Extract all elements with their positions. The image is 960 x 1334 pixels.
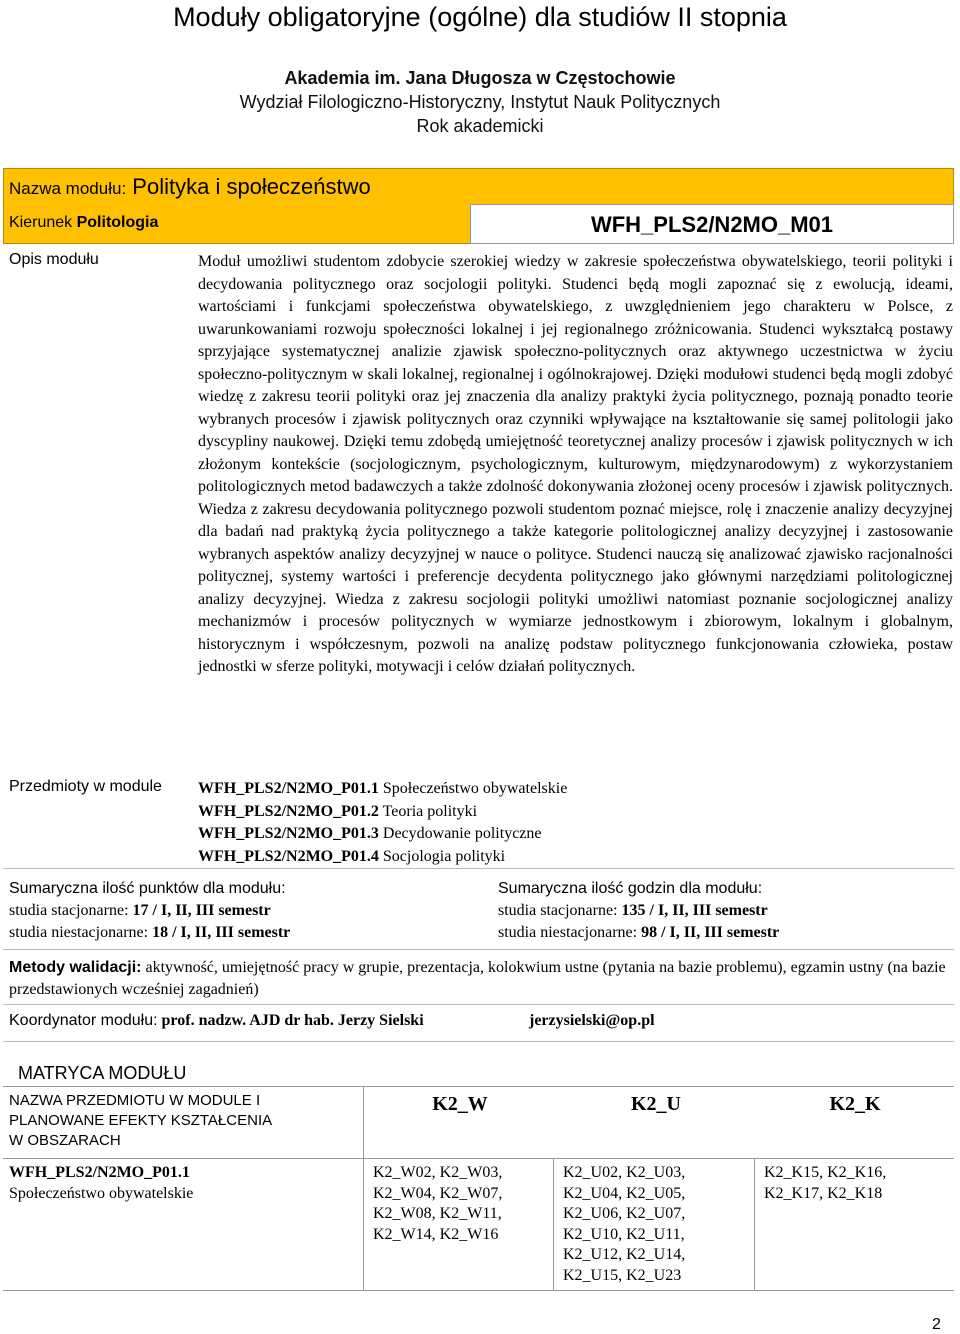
effect-code: K2_U04, K2_U05, bbox=[563, 1184, 686, 1202]
godziny-niestac-value: 98 / I, II, III semestr bbox=[641, 924, 780, 941]
matrix-col-k: K2_K bbox=[829, 1093, 881, 1115]
metody-label: Metody walidacji: bbox=[9, 959, 142, 976]
effect-code: K2_K17, K2_K18 bbox=[764, 1184, 883, 1202]
subject-name: Społeczeństwo obywatelskie bbox=[382, 780, 568, 797]
list-item bbox=[198, 846, 567, 869]
matrix-header bbox=[9, 1091, 272, 1151]
module-name bbox=[9, 174, 371, 200]
punkty-stac-label: studia stacjonarne: bbox=[9, 902, 129, 919]
matrix-row-subject bbox=[9, 1163, 193, 1204]
punkty-heading: Sumaryczna ilość punktów dla modułu: bbox=[9, 880, 286, 897]
metody-text: aktywność, umiejętność pracy w grupie, prezentacja, kolokwium ustne (pytania na bazie problemu), egzamin ustny (na bazie przedstawionych wcześniej zagadnień) bbox=[9, 959, 946, 998]
koordynator bbox=[9, 1012, 655, 1030]
faculty-name: Wydział Filologiczno-Historyczny, Instytut Nauk Politycznych bbox=[239, 92, 721, 112]
matrix-border-bottom bbox=[3, 1290, 954, 1291]
subject-name: Socjologia polityki bbox=[382, 847, 506, 865]
effect-code: K2_U06, K2_U07, bbox=[563, 1205, 686, 1222]
subject-name: Teoria polityki bbox=[382, 802, 478, 820]
module-code: WFH_PLS2/N2MO_M01 bbox=[470, 204, 954, 244]
opis-label: Opis modułu bbox=[9, 251, 99, 268]
godziny-heading: Sumaryczna ilość godzin dla modułu: bbox=[498, 880, 763, 897]
koordynator-name: prof. nadzw. AJD dr hab. Jerzy Sielski bbox=[161, 1012, 424, 1029]
institution-name: Akademia im. Jana Długosza w Częstochowie bbox=[284, 68, 676, 88]
matrix-subject-code: WFH_PLS2/N2MO_P01.1 bbox=[9, 1164, 190, 1181]
godziny-stac-value: 135 / I, II, III semestr bbox=[621, 902, 768, 919]
przedmioty-list bbox=[198, 778, 567, 868]
effect-code: K2_U15, K2_U23 bbox=[563, 1266, 682, 1284]
institution-header bbox=[0, 66, 960, 138]
godziny-summary bbox=[498, 878, 779, 944]
koordynator-label: Koordynator modułu: bbox=[9, 1012, 158, 1029]
matrix-col-divider bbox=[553, 1158, 554, 1290]
metody-walidacji bbox=[9, 957, 954, 1001]
divider bbox=[3, 949, 954, 950]
przedmioty-label: Przedmioty w module bbox=[9, 778, 162, 795]
effect-code: K2_W14, K2_W16 bbox=[373, 1225, 499, 1243]
matrix-cell-w bbox=[373, 1163, 502, 1245]
module-name-label: Nazwa modułu: bbox=[9, 179, 127, 198]
subject-name: Decydowanie polityczne bbox=[382, 825, 542, 842]
effect-code: K2_U02, K2_U03, bbox=[563, 1164, 686, 1181]
module-name-value: Polityka i społeczeństwo bbox=[132, 174, 371, 199]
academic-year: Rok akademicki bbox=[416, 116, 544, 136]
punkty-stac-value: 17 / I, II, III semestr bbox=[132, 902, 271, 919]
matrix-title: MATRYCA MODUŁU bbox=[18, 1063, 187, 1083]
godziny-niestac-label: studia niestacjonarne: bbox=[498, 924, 638, 941]
matrix-col-divider bbox=[754, 1158, 755, 1290]
list-item bbox=[198, 801, 567, 824]
effect-code: K2_W04, K2_W07, bbox=[373, 1184, 503, 1202]
divider bbox=[3, 1041, 954, 1042]
matrix-header-line: W OBSZARACH bbox=[9, 1132, 121, 1149]
matrix-border-top bbox=[3, 1086, 954, 1087]
punkty-summary bbox=[9, 878, 290, 944]
effect-code: K2_U10, K2_U11, bbox=[563, 1225, 685, 1243]
matrix-cell-k bbox=[764, 1163, 886, 1204]
matrix-header-line: PLANOWANE EFEKTY KSZTAŁCENIA bbox=[9, 1112, 273, 1129]
page-number: 2 bbox=[932, 1316, 941, 1333]
kierunek-label: Kierunek bbox=[9, 214, 73, 231]
punkty-niestac-value: 18 / I, II, III semestr bbox=[152, 924, 291, 941]
subject-code: WFH_PLS2/N2MO_P01.2 bbox=[198, 802, 379, 820]
effect-code: K2_K15, K2_K16, bbox=[764, 1164, 887, 1181]
list-item bbox=[198, 778, 567, 801]
effect-code: K2_U12, K2_U14, bbox=[563, 1246, 686, 1263]
divider bbox=[3, 868, 954, 869]
effect-code: K2_W02, K2_W03, bbox=[373, 1164, 503, 1181]
matrix-header-line: NAZWA PRZEDMIOTU W MODULE I bbox=[9, 1092, 261, 1109]
koordynator-email: jerzysielski@op.pl bbox=[529, 1012, 655, 1029]
punkty-niestac-label: studia niestacjonarne: bbox=[9, 924, 149, 941]
effect-code: K2_W08, K2_W11, bbox=[373, 1205, 502, 1222]
godziny-stac-label: studia stacjonarne: bbox=[498, 902, 618, 919]
page-title: Moduły obligatoryjne (ogólne) dla studiów II stopnia bbox=[173, 2, 787, 32]
matrix-col-divider bbox=[363, 1086, 364, 1290]
kierunek bbox=[9, 214, 158, 232]
matrix-header-divider bbox=[3, 1158, 954, 1159]
matrix-col-u: K2_U bbox=[631, 1093, 681, 1115]
matrix-subject-name: Społeczeństwo obywatelskie bbox=[9, 1184, 194, 1202]
matrix-cell-u bbox=[563, 1163, 685, 1286]
divider bbox=[3, 1004, 954, 1005]
kierunek-value: Politologia bbox=[76, 214, 159, 231]
subject-code: WFH_PLS2/N2MO_P01.1 bbox=[198, 780, 379, 797]
subject-code: WFH_PLS2/N2MO_P01.3 bbox=[198, 825, 379, 842]
matrix-col-w: K2_W bbox=[432, 1093, 488, 1115]
opis-text: Moduł umożliwi studentom zdobycie szerokiej wiedzy w zakresie społeczeństwa obywatelskiego, teorii polityki i decydowania politycznego oraz socjologii polityki. Studenci będą mogli zapoznać się z ewolucją, ideami, wartościami i funkcjami społeczeństwa obywatelskiego, z uwzględnieniem jego charakteru w Polsce, z uwarunkowaniami rozwoju społeczności lokalnej i jej regionalnego zróżnicowania. Studenci wykształcą postawy sprzyjające systematycznej analizie zjawisk społeczno-politycznych oraz aktywnego uczestnictwa w życiu społeczno-politycznym w skali lokalnej, regionalnej i ogólnokrajowej. Dzięki modułowi studenci będą mogli zdobyć wiedzę z zakresu teorii polityki oraz jej znaczenia dla analizy praktyki życia politycznego, poznają ponadto teorie wybranych procesów i zjawisk politycznych oraz czynniki wpływające na kształtowanie się samej politologii jako dyscypliny naukowej. Dzięki temu zdobędą umiejętność teoretycznej analizy procesów i zjawisk politycznych w ich złożonym kontekście (socjologicznym, psychologicznym, kulturowym, międzynarodowym) z wykorzystaniem politologicznych metod badawczych a także zdolność dokonywania złożonej oceny procesów i zjawisk politycznych. Wiedza z zakresu decydowania politycznego pozwoli studentom poznać miejsce, rolę i znaczenie analizy decyzyjnej dla badań nad praktyką życia politycznego a także kategorie politologicznej analizy decyzyjnej i zastosowanie wybranych aspektów analizy decyzyjnej w nauce o polityce. Studenci nauczą się analizować zjawisko racjonalności politycznej, systemy wartości i preferencje decydenta politycznego jako głównymi narzędziami politologicznej analizy decyzyjnej. Wiedza z zakresu socjologii polityki umożliwi natomiast poznanie socjologicznej analizy mechanizmów i procesów politycznych w wymiarze jednostkowym i zbiorowym, lokalnym i globalnym, historycznym i współczesnym, pozwoli na analizę podstaw politycznego funkcjonowania człowieka, postaw jednostki w sferze polityki, motywacji i celów działań politycznych. bbox=[198, 253, 953, 675]
list-item bbox=[198, 823, 567, 846]
subject-code: WFH_PLS2/N2MO_P01.4 bbox=[198, 847, 379, 865]
